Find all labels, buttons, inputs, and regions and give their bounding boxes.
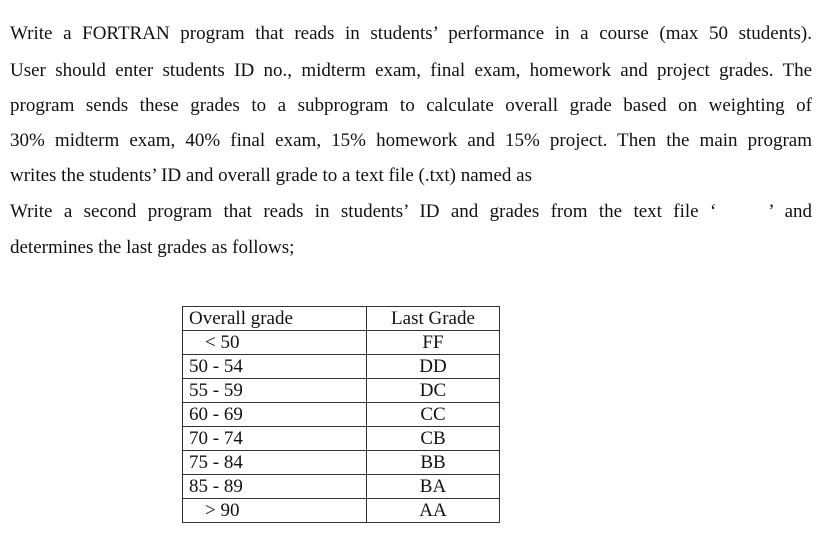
paragraph-line-6-end: and: [784, 201, 813, 222]
paragraph-line-4: 30% midterm exam, 40% final exam, 15% homework and 15% project. Then the main program: [10, 130, 812, 151]
table-row: [183, 355, 500, 379]
table-row: [183, 499, 500, 523]
paragraph-line-2: User should enter students ID no., midterm exam, final exam, homework and project grades. The: [10, 60, 812, 81]
range-cell: 60 - 69: [183, 403, 367, 427]
range-cell: < 50: [183, 331, 367, 355]
table-row: [183, 427, 500, 451]
range-cell: 85 - 89: [183, 475, 367, 499]
grade-cell: BA: [367, 475, 500, 499]
paragraph-line-3: program sends these grades to a subprogram to calculate overall grade based on weighting of: [10, 95, 812, 116]
range-cell: 75 - 84: [183, 451, 367, 475]
table-row: [183, 451, 500, 475]
open-quote: ‘: [709, 201, 717, 222]
paragraph-line-7: determines the last grades as follows;: [10, 237, 295, 258]
range-cell: 50 - 54: [183, 355, 367, 379]
grade-cell: FF: [367, 331, 500, 355]
grade-cell: AA: [367, 499, 500, 523]
grade-cell: CB: [367, 427, 500, 451]
grade-cell: BB: [367, 451, 500, 475]
paragraph-line-5: writes the students’ ID and overall grade to a text file (.txt) named as: [10, 165, 532, 186]
paragraph-line-1: Write a FORTRAN program that reads in students’ performance in a course (max 50 students).: [10, 23, 812, 44]
header-overall-grade: Overall grade: [183, 307, 367, 331]
range-cell: 55 - 59: [183, 379, 367, 403]
grade-conversion-table: [182, 306, 500, 523]
paragraph-line-6-text: Write a second program that reads in students’ ID and grades from the text file: [10, 201, 699, 222]
table-header-row: [183, 307, 500, 331]
grade-cell: CC: [367, 403, 500, 427]
close-quote: ’: [768, 201, 774, 222]
table-row: [183, 403, 500, 427]
range-cell: > 90: [183, 499, 367, 523]
paragraph-line-6: [10, 200, 812, 224]
range-cell: 70 - 74: [183, 427, 367, 451]
table-row: [183, 475, 500, 499]
table-row: [183, 379, 500, 403]
header-last-grade: Last Grade: [367, 307, 500, 331]
table-row: [183, 331, 500, 355]
grade-cell: DD: [367, 355, 500, 379]
grade-cell: DC: [367, 379, 500, 403]
